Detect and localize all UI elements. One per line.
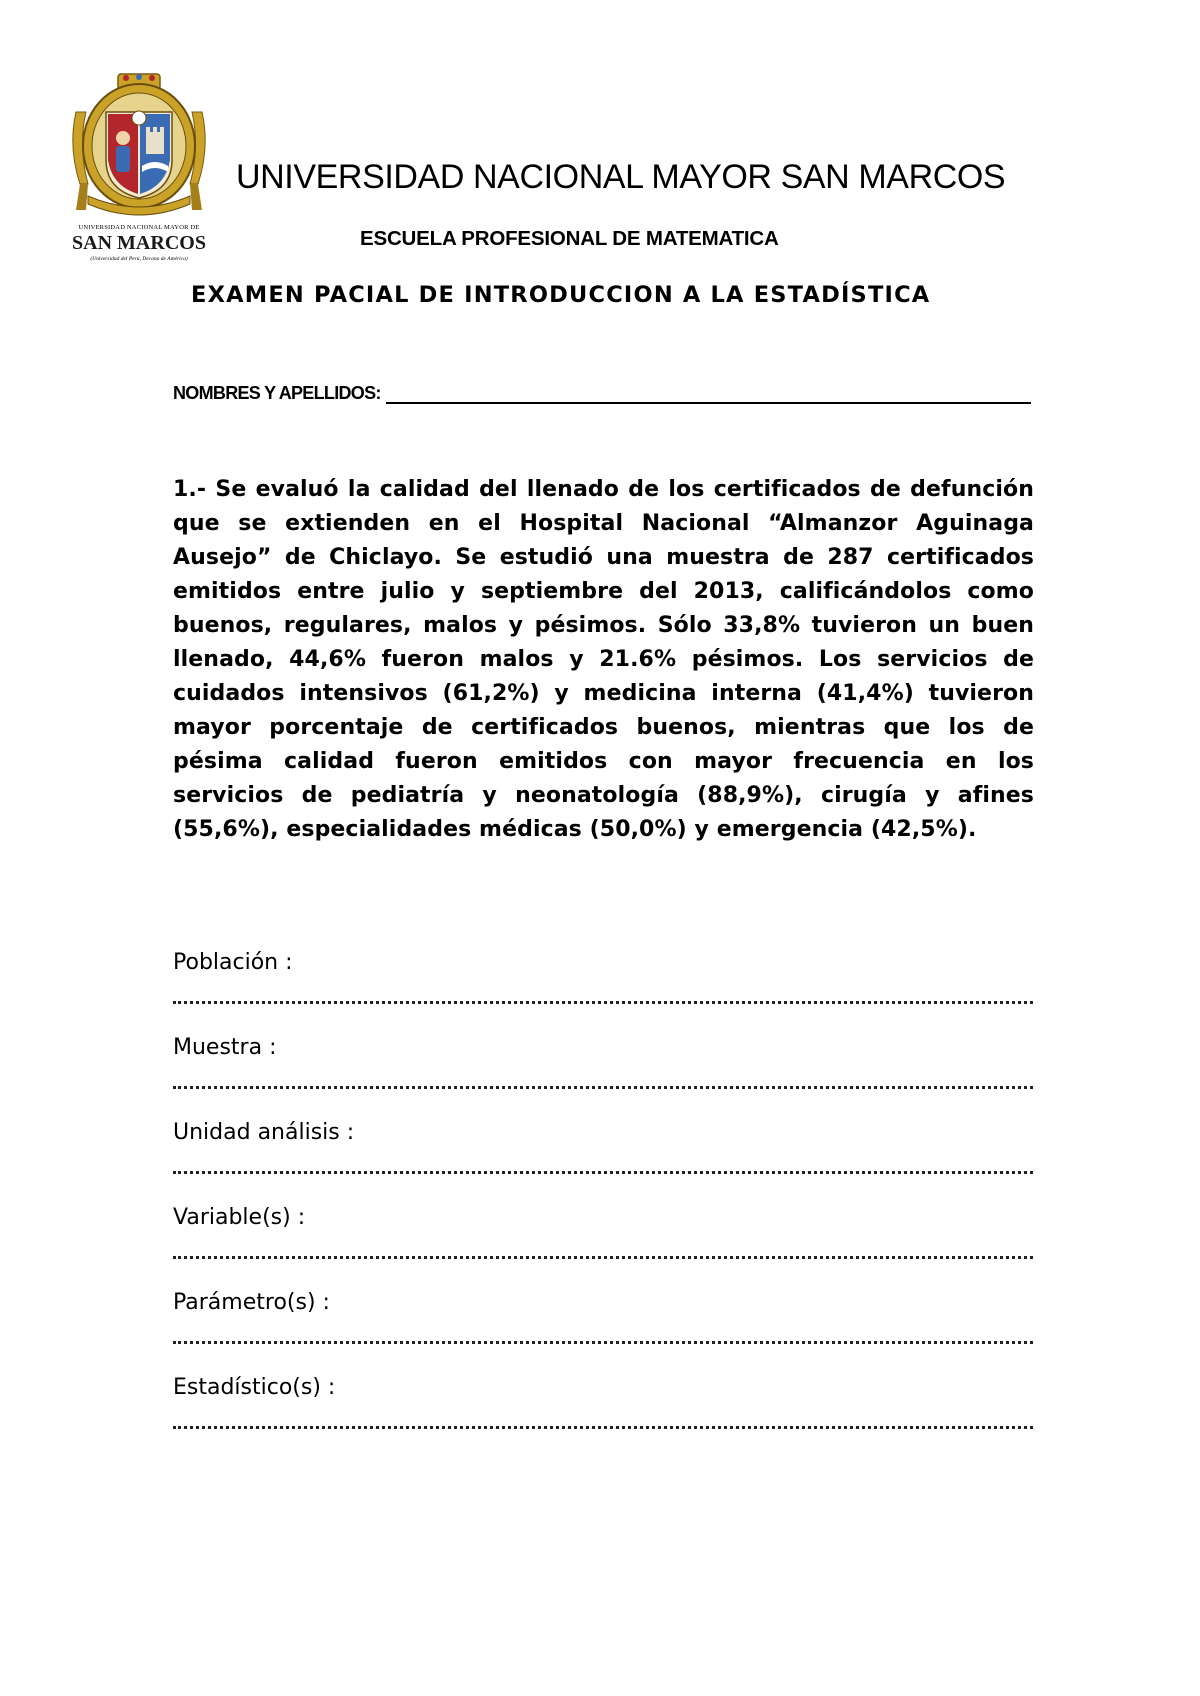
answer-variables xyxy=(173,1205,1033,1290)
answer-poblacion xyxy=(173,950,1033,1035)
logo-caption-main: SAN MARCOS xyxy=(72,232,206,254)
answer-fill-line[interactable] xyxy=(173,1242,1033,1259)
answer-label: Parámetro(s) : xyxy=(173,1290,330,1315)
answer-estadisticos xyxy=(173,1375,1033,1460)
answer-label: Población : xyxy=(173,950,293,975)
answer-fill-line[interactable] xyxy=(173,1412,1033,1429)
school-name: ESCUELA PROFESIONAL DE MATEMATICA xyxy=(360,227,779,250)
answer-label: Variable(s) : xyxy=(173,1205,306,1230)
university-title: UNIVERSIDAD NACIONAL MAYOR SAN MARCOS xyxy=(236,158,1006,196)
answer-list xyxy=(173,950,1033,1460)
student-name-row xyxy=(173,382,1031,404)
answer-fill-line[interactable] xyxy=(173,1327,1033,1344)
name-label: NOMBRES Y APELLIDOS: xyxy=(173,383,381,403)
question-text: 1.- Se evaluó la calidad del llenado de los certificados de defunción que se extienden en el Hospital Nacional “Almanzor Aguinaga Ausejo” de Chiclayo. Se estudió una muestra de 287 certificados emitidos entre julio y septiembre del 2013, calificándolos como buenos, regulares, malos y pésimos. Sólo 33,8% tuvieron un buen llenado, 44,6% fueron malos y 21.6% pésimos. Los servicios de cuidados intensivos (61,2%) y medicina interna (41,4%) tuvieron mayor porcentaje de certificados buenos, mientras que los de pésima calidad fueron emitidos con mayor frecuencia en los servicios de pediatría y neonatología (88,9%), cirugía y afines (55,6%), especialidades médicas (50,0%) y emergencia (42,5%). xyxy=(173,477,1034,842)
answer-fill-line[interactable] xyxy=(173,1157,1033,1174)
name-fill-line[interactable] xyxy=(386,382,1031,404)
answer-fill-line[interactable] xyxy=(173,1072,1033,1089)
exam-title: EXAMEN PACIAL DE INTRODUCCION A LA ESTADÍSTICA xyxy=(191,282,931,308)
answer-label: Muestra : xyxy=(173,1035,277,1060)
answer-label: Estadístico(s) : xyxy=(173,1375,336,1400)
answer-muestra xyxy=(173,1035,1033,1120)
answer-fill-line[interactable] xyxy=(173,987,1033,1004)
university-crest-icon xyxy=(66,72,212,222)
answer-label: Unidad análisis : xyxy=(173,1120,355,1145)
answer-unidad-analisis xyxy=(173,1120,1033,1205)
answer-parametros xyxy=(173,1290,1033,1375)
logo-caption-top: UNIVERSIDAD NACIONAL MAYOR DE xyxy=(78,224,200,231)
logo-caption-sub: (Universidad del Perú, Decana de América) xyxy=(90,256,188,262)
university-logo xyxy=(66,72,212,272)
